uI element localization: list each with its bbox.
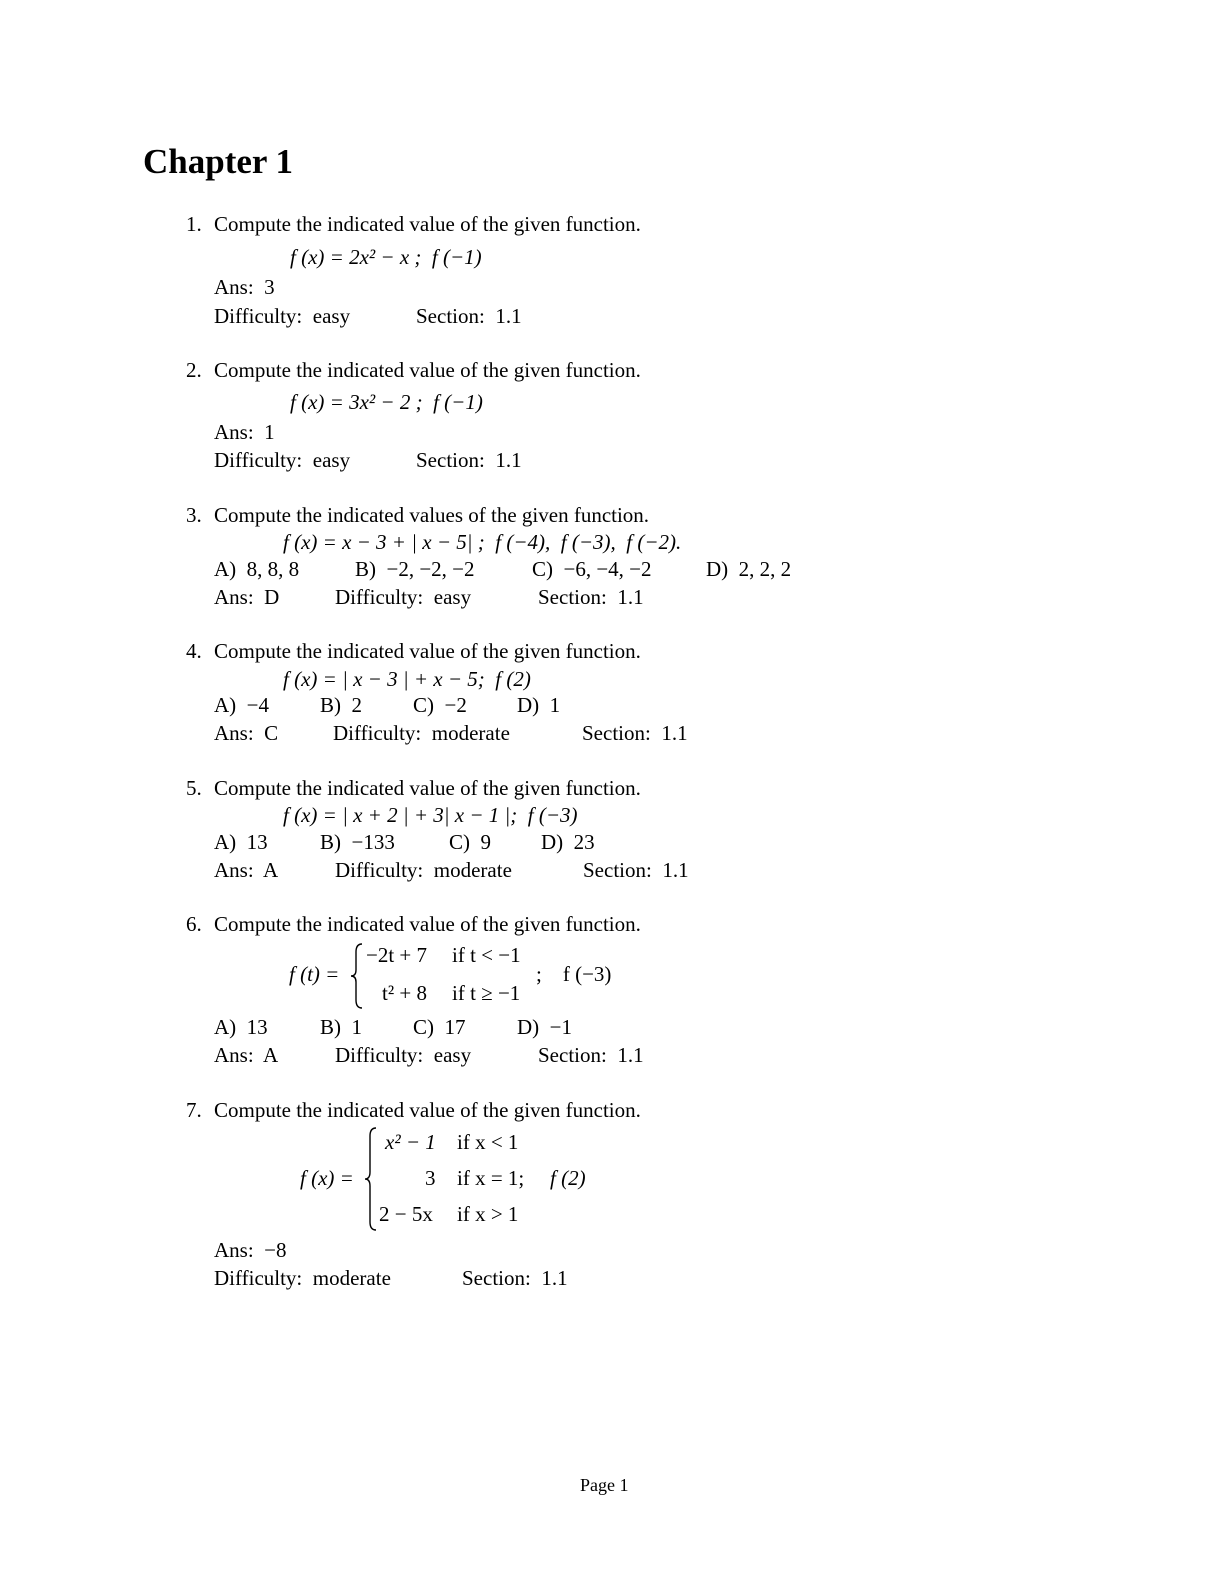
choice-a: A) 13 bbox=[214, 830, 268, 854]
choice-a: A) 8, 8, 8 bbox=[214, 557, 300, 581]
case-expr: x² − 1 bbox=[385, 1130, 436, 1154]
choice-d: D) 2, 2, 2 bbox=[706, 557, 792, 581]
question-prompt: Compute the indicated value of the given function. bbox=[214, 639, 641, 663]
question-formula: f (x) = 2x² − x ; f (−1) bbox=[290, 245, 482, 269]
formula-tail: ; f (−3) bbox=[536, 962, 612, 986]
difficulty: Difficulty: easy bbox=[335, 1043, 472, 1067]
question-formula: f (x) = | x − 3 | + x − 5; f (2) bbox=[283, 667, 531, 691]
question-number: 4. bbox=[186, 639, 202, 663]
answer: Ans: 1 bbox=[214, 420, 275, 444]
answer: Ans: D bbox=[214, 585, 280, 609]
question-prompt: Compute the indicated value of the given function. bbox=[214, 358, 641, 382]
answer: Ans: −8 bbox=[214, 1238, 287, 1262]
difficulty: Difficulty: moderate bbox=[333, 721, 510, 745]
case-expr: 3 bbox=[425, 1166, 436, 1190]
choice-d: D) 1 bbox=[517, 693, 561, 717]
answer: Ans: A bbox=[214, 858, 279, 882]
case-cond: if x > 1 bbox=[457, 1202, 519, 1226]
section: Section: 1.1 bbox=[416, 304, 522, 328]
formula-lhs: f (x) = bbox=[300, 1166, 354, 1190]
left-brace-icon bbox=[364, 1126, 380, 1232]
question-prompt: Compute the indicated value of the given function. bbox=[214, 1098, 641, 1122]
formula-tail: f (2) bbox=[550, 1166, 586, 1190]
page-number: Page 1 bbox=[580, 1475, 629, 1495]
question-formula: f (x) = 3x² − 2 ; f (−1) bbox=[290, 390, 483, 414]
section: Section: 1.1 bbox=[462, 1266, 568, 1290]
case-cond: if x = 1; bbox=[457, 1166, 525, 1190]
choice-c: C) −2 bbox=[413, 693, 467, 717]
question-number: 3. bbox=[186, 503, 202, 527]
question-prompt: Compute the indicated value of the given function. bbox=[214, 212, 641, 236]
question-number: 5. bbox=[186, 776, 202, 800]
left-brace-icon bbox=[350, 942, 366, 1010]
section: Section: 1.1 bbox=[416, 448, 522, 472]
case-expr: 2 − 5x bbox=[379, 1202, 433, 1226]
question-formula: f (x) = x − 3 + | x − 5| ; f (−4), f (−3), f (−2). bbox=[283, 530, 682, 554]
choice-d: D) −1 bbox=[517, 1015, 573, 1039]
case-cond: if x < 1 bbox=[457, 1130, 519, 1154]
difficulty: Difficulty: moderate bbox=[335, 858, 512, 882]
question-number: 2. bbox=[186, 358, 202, 382]
choice-b: B) 1 bbox=[320, 1015, 362, 1039]
section: Section: 1.1 bbox=[538, 585, 644, 609]
answer: Ans: A bbox=[214, 1043, 279, 1067]
choice-d: D) 23 bbox=[541, 830, 595, 854]
choice-b: B) −133 bbox=[320, 830, 395, 854]
case-cond: if t < −1 bbox=[452, 943, 521, 967]
choice-c: C) 17 bbox=[413, 1015, 466, 1039]
case-expr: t² + 8 bbox=[382, 981, 427, 1005]
question-prompt: Compute the indicated values of the given function. bbox=[214, 503, 650, 527]
question-formula: f (x) = | x + 2 | + 3| x − 1 |; f (−3) bbox=[283, 803, 578, 827]
section: Section: 1.1 bbox=[582, 721, 688, 745]
case-cond: if t ≥ −1 bbox=[452, 981, 521, 1005]
chapter-title: Chapter 1 bbox=[143, 142, 294, 181]
question-number: 1. bbox=[186, 212, 202, 236]
answer: Ans: C bbox=[214, 721, 279, 745]
difficulty: Difficulty: moderate bbox=[214, 1266, 391, 1290]
question-number: 6. bbox=[186, 912, 202, 936]
formula-lhs: f (t) = bbox=[289, 962, 340, 986]
case-expr: −2t + 7 bbox=[366, 943, 428, 967]
choice-c: C) 9 bbox=[449, 830, 491, 854]
difficulty: Difficulty: easy bbox=[335, 585, 472, 609]
answer: Ans: 3 bbox=[214, 275, 275, 299]
question-number: 7. bbox=[186, 1098, 202, 1122]
question-prompt: Compute the indicated value of the given function. bbox=[214, 912, 641, 936]
choice-b: B) 2 bbox=[320, 693, 362, 717]
choice-b: B) −2, −2, −2 bbox=[355, 557, 475, 581]
difficulty: Difficulty: easy bbox=[214, 304, 351, 328]
section: Section: 1.1 bbox=[583, 858, 689, 882]
section: Section: 1.1 bbox=[538, 1043, 644, 1067]
choice-a: A) 13 bbox=[214, 1015, 268, 1039]
choice-c: C) −6, −4, −2 bbox=[532, 557, 652, 581]
question-prompt: Compute the indicated value of the given function. bbox=[214, 776, 641, 800]
choice-a: A) −4 bbox=[214, 693, 270, 717]
difficulty: Difficulty: easy bbox=[214, 448, 351, 472]
